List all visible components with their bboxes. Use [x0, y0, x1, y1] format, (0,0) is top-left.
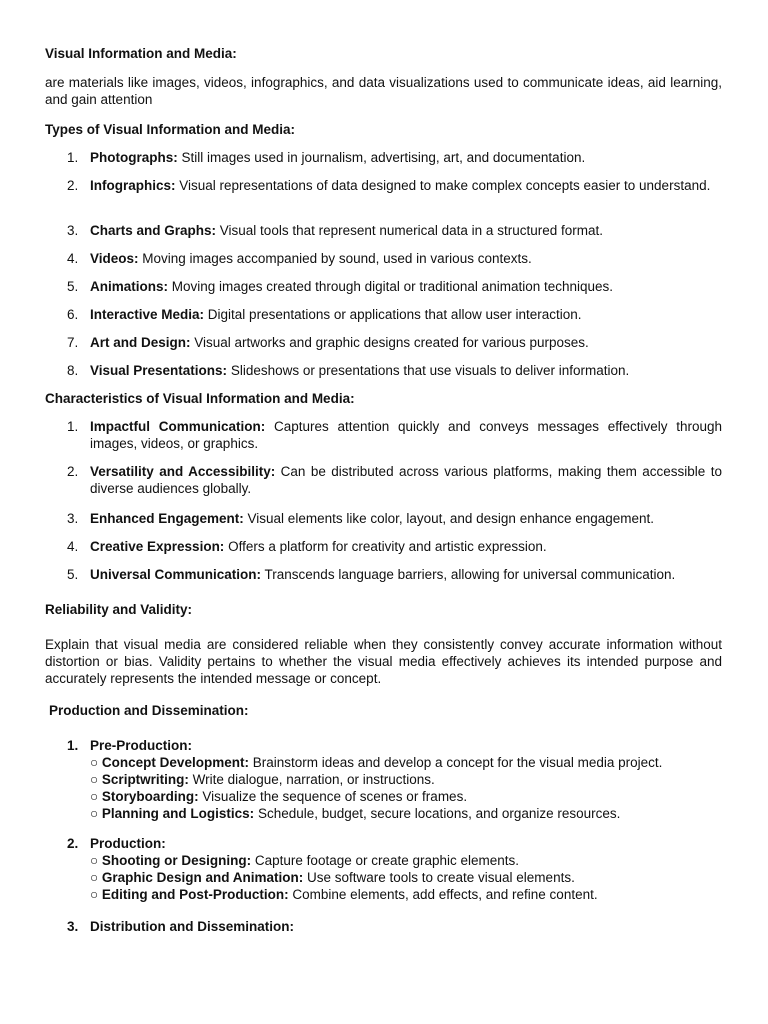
sub-item	[90, 886, 722, 903]
sub-term: Storyboarding:	[101, 789, 199, 804]
item-term: Interactive Media:	[90, 307, 205, 322]
item-number: 5.	[67, 567, 79, 582]
item-number: 5.	[67, 279, 79, 294]
item-description: Moving images accompanied by sound, used in various contexts.	[138, 251, 532, 266]
reliability-heading: Reliability and Validity:	[45, 602, 193, 617]
sub-description: Capture footage or create graphic elements.	[251, 853, 520, 868]
item-number: 6.	[67, 307, 79, 322]
item-description: Visual tools that represent numerical data in a structured format.	[216, 223, 603, 238]
item-number: 1.	[67, 419, 79, 434]
list-item	[45, 418, 722, 452]
item-description: Can be distributed across various platforms, making them accessible to diverse audiences globally.	[90, 464, 722, 496]
item-term: Versatility and Accessibility:	[90, 464, 276, 479]
item-description: Digital presentations or applications that allow user interaction.	[204, 307, 582, 322]
list-item	[45, 250, 722, 267]
list-item	[45, 362, 722, 379]
item-description: Still images used in journalism, advertising, art, and documentation.	[177, 150, 586, 165]
circle-bullet-icon: ○	[90, 772, 99, 787]
sub-item	[90, 869, 722, 886]
item-term: Creative Expression:	[90, 539, 225, 554]
list-item	[45, 510, 722, 527]
stage-number: 2.	[67, 836, 79, 851]
sub-term: Concept Development:	[101, 755, 249, 770]
item-description: Captures attention quickly and conveys messages effectively through images, videos, or graphics.	[90, 419, 722, 451]
sub-item	[90, 788, 722, 805]
stage	[45, 918, 722, 935]
item-term: Visual Presentations:	[90, 363, 228, 378]
item-number: 3.	[67, 223, 79, 238]
item-description: Slideshows or presentations that use visuals to deliver information.	[227, 363, 630, 378]
list-item	[45, 306, 722, 323]
sub-term: Shooting or Designing:	[101, 853, 252, 868]
item-description: Visual artworks and graphic designs created for various purposes.	[190, 335, 589, 350]
item-number: 4.	[67, 251, 79, 266]
item-number: 2.	[67, 464, 79, 479]
item-term: Enhanced Engagement:	[90, 511, 244, 526]
list-item	[45, 334, 722, 351]
sub-item	[90, 754, 722, 771]
sub-description: Combine elements, add effects, and refine content.	[288, 887, 598, 902]
item-description: Offers a platform for creativity and artistic expression.	[224, 539, 547, 554]
item-term: Art and Design:	[90, 335, 191, 350]
intro-definition: are materials like images, videos, infographics, and data visualizations used to communicate ideas, aid learning, and gain attention	[45, 75, 722, 107]
stage-number: 3.	[67, 919, 79, 934]
item-number: 2.	[67, 178, 79, 193]
item-term: Animations:	[90, 279, 169, 294]
sub-term: Graphic Design and Animation:	[101, 870, 304, 885]
circle-bullet-icon: ○	[90, 853, 99, 868]
item-number: 3.	[67, 511, 79, 526]
sub-description: Visualize the sequence of scenes or frames.	[198, 789, 468, 804]
sub-item	[90, 852, 722, 869]
item-description: Visual elements like color, layout, and design enhance engagement.	[243, 511, 655, 526]
stage-title: Distribution and Dissemination:	[90, 919, 295, 934]
list-item	[45, 538, 722, 555]
list-item	[45, 278, 722, 295]
item-term: Videos:	[90, 251, 139, 266]
types-heading: Types of Visual Information and Media:	[45, 122, 296, 137]
item-number: 1.	[67, 150, 79, 165]
item-term: Photographs:	[90, 150, 178, 165]
sub-item	[90, 805, 722, 822]
circle-bullet-icon: ○	[90, 755, 99, 770]
item-description: Moving images created through digital or traditional animation techniques.	[168, 279, 614, 294]
sub-description: Write dialogue, narration, or instructions.	[188, 772, 435, 787]
stage-title: Production:	[90, 836, 166, 851]
item-term: Infographics:	[90, 178, 176, 193]
sub-term: Planning and Logistics:	[101, 806, 255, 821]
item-number: 7.	[67, 335, 79, 350]
list-item	[45, 177, 722, 194]
sub-term: Scriptwriting:	[101, 772, 189, 787]
item-term: Charts and Graphs:	[90, 223, 217, 238]
sub-description: Schedule, budget, secure locations, and organize resources.	[254, 806, 621, 821]
intro-heading: Visual Information and Media:	[45, 46, 237, 61]
sub-term: Editing and Post-Production:	[101, 887, 289, 902]
circle-bullet-icon: ○	[90, 806, 99, 821]
item-number: 8.	[67, 363, 79, 378]
stage-title: Pre-Production:	[90, 738, 193, 753]
stage	[45, 737, 722, 822]
list-item	[45, 463, 722, 497]
stage	[45, 835, 722, 903]
item-description: Visual representations of data designed to make complex concepts easier to understand.	[175, 178, 711, 193]
sub-item	[90, 771, 722, 788]
item-number: 4.	[67, 539, 79, 554]
sub-description: Brainstorm ideas and develop a concept for the visual media project.	[248, 755, 663, 770]
circle-bullet-icon: ○	[90, 887, 99, 902]
list-item	[45, 149, 722, 166]
stage-number: 1.	[67, 738, 79, 753]
characteristics-heading: Characteristics of Visual Information and Media:	[45, 391, 355, 406]
circle-bullet-icon: ○	[90, 789, 99, 804]
list-item	[45, 222, 722, 239]
reliability-body: Explain that visual media are considered reliable when they consistently convey accurate information without distortion or bias. Validity pertains to whether the visual media effectively achieves its intended purpose and accurately represents the intended message or concept.	[45, 637, 722, 686]
circle-bullet-icon: ○	[90, 870, 99, 885]
production-heading: Production and Dissemination:	[49, 703, 249, 718]
item-description: Transcends language barriers, allowing for universal communication.	[261, 567, 676, 582]
item-term: Universal Communication:	[90, 567, 262, 582]
list-item	[45, 566, 722, 583]
item-term: Impactful Communication:	[90, 419, 266, 434]
sub-description: Use software tools to create visual elements.	[303, 870, 575, 885]
